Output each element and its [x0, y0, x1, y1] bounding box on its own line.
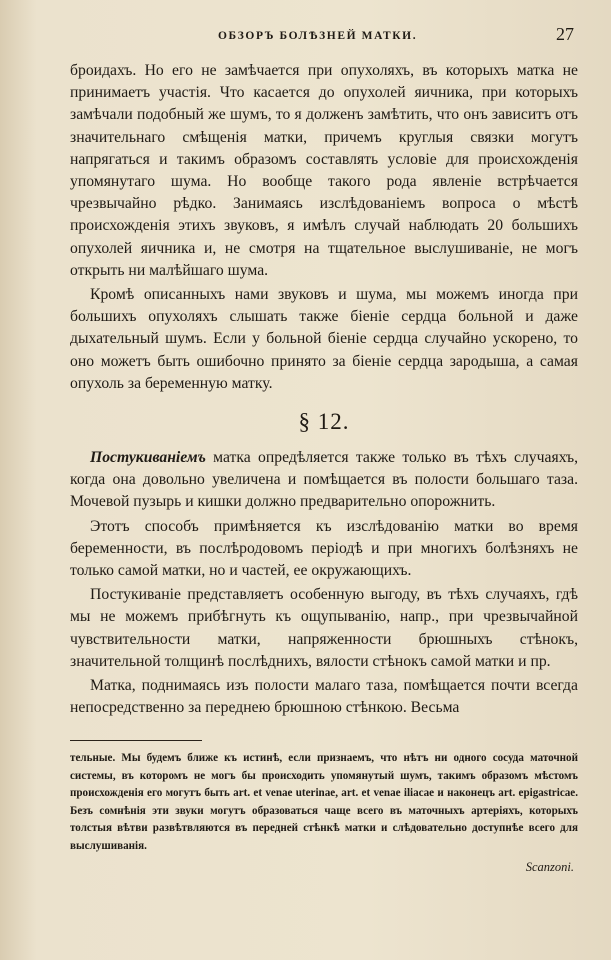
footnote: [70, 750, 578, 856]
page-header: [0, 24, 611, 48]
paragraph-4: Этотъ способъ примѣняется къ изслѣдованію матки во время беременности, въ послѣродовомъ періодѣ и при многихъ болѣзняхъ не только самой матки, но и частей, ее окружающихъ.: [70, 517, 578, 580]
footnote-signature: Scanzoni.: [525, 860, 574, 874]
paragraph-6: Матка, поднимаясь изъ полости малаго таза, помѣщается почти всегда непосредственно за переднею брюшною стѣнкою. Весьма: [70, 677, 578, 717]
paragraph-2: Кромѣ описанныхъ нами звуковъ и шума, мы можемъ иногда при большихъ опухоляхъ слышать также біеніе сердца больной и даже дыхательный шумъ. Если у больной біеніе сердца случайно ускорено, то оно можетъ быть ошибочно принято за біеніе сердца зародыша, а самая опухоль за беременную матку.: [70, 286, 578, 392]
paragraph-3: [70, 447, 578, 514]
paragraph-1: броидахъ. Но его не замѣчается при опухоляхъ, въ которыхъ матка не принимаетъ участія. Что касается до опухолей яичника, при которыхъ замѣчали подобный же шумъ, то я долженъ замѣтить, что онъ зависитъ отъ значительнаго смѣщенія матки, причемъ круглыя связки могутъ напрягаться и такимъ образомъ составлять условіе для происхожденія упомянутаго шума. Но вообще такого рода явленіе встрѣчается чрезвычайно рѣдко. Занимаясь изслѣдованіемъ вопроса о мѣстѣ происхожденія этихъ звуковъ, я имѣлъ случай наблюдать 20 большихъ опухолей яичника и, не смотря на тщательное выслушиваніе, не могъ открыть ни малѣйшаго шума.: [70, 62, 578, 279]
paragraph-3-text: матка опредѣляется также только въ тѣхъ случаяхъ, когда она довольно увеличена и помѣщается въ полости большаго таза. Мочевой пузырь и кишки должно предварительно опорожнить.: [70, 449, 578, 511]
footnote-text: тельные. Мы будемъ ближе къ истинѣ, если признаемъ, что нѣтъ ни одного сосуда маточной системы, въ которомъ не могъ бы происходить упомянутый шумъ, такимъ образомъ мѣстомъ происхожденія его могутъ быть art. et venae uterinae, art. et venae iliacae и наконецъ art. epigastricae. Безъ сомнѣнія эти звуки могутъ образоваться чаще всего въ маточныхъ артеріяхъ, которыхъ толстыя вѣтви развѣтвляются въ передней стѣнкѣ матки и слѣдовательно доступнѣе всего для выслушиванія.: [70, 752, 578, 852]
footnote-separator: [70, 740, 202, 741]
paragraph-5: Постукиваніе представляетъ особенную выгоду, въ тѣхъ случаяхъ, гдѣ мы не можемъ прибѣгнуть къ ощупыванію, напр., при чрезвычайной чувствительности матки, напряженности брюшныхъ стѣнокъ, значительной толщинѣ послѣднихъ, вялости стѣнокъ самой матки и пр.: [70, 586, 578, 670]
page-number: 27: [556, 24, 574, 44]
running-title: ОБЗОРЪ БОЛѢЗНЕЙ МАТКИ.: [218, 30, 418, 42]
section-heading: § 12.: [298, 409, 350, 435]
main-text: [70, 60, 578, 721]
paragraph-3-lead-term: Постукиваніемъ: [90, 449, 206, 467]
